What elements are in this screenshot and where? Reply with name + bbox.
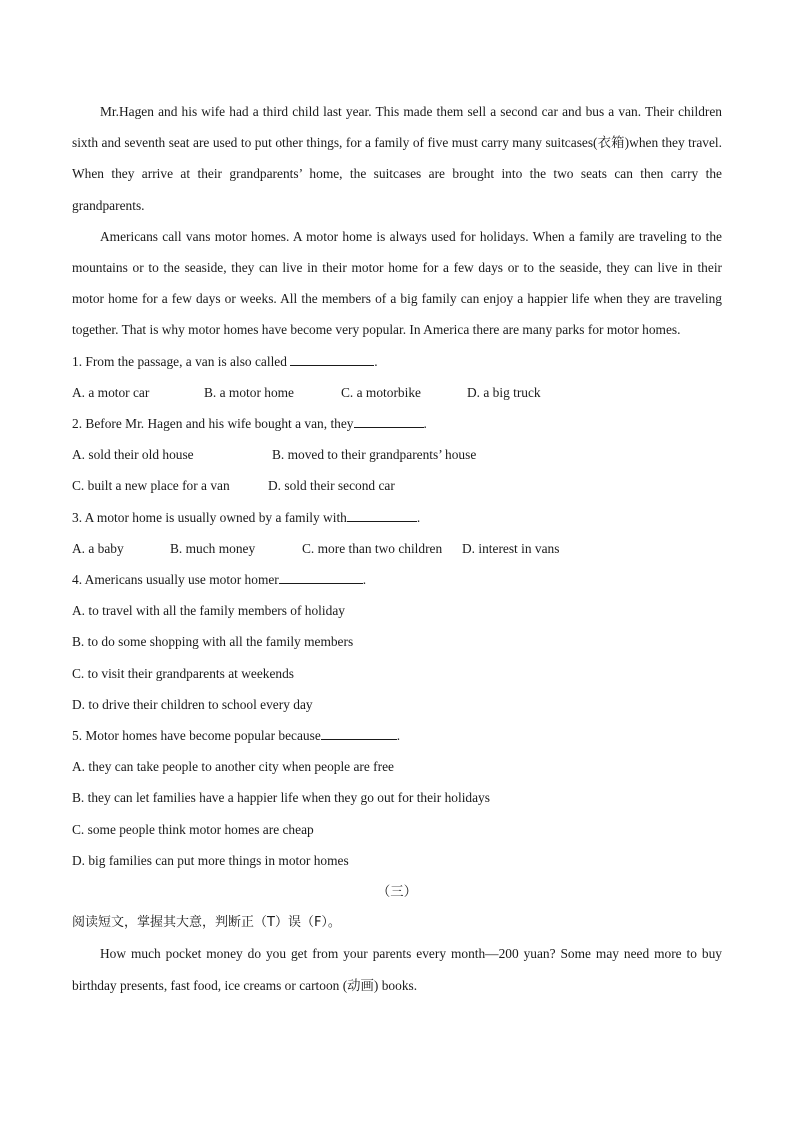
option-a: A. a motor car: [72, 384, 150, 400]
option-a: A. sold their old house: [72, 447, 194, 463]
option-a: A. a baby: [72, 540, 124, 556]
option-a: A. to travel with all the family members of holiday: [72, 603, 345, 619]
question-2: 2. Before Mr. Hagen and his wife bought a van, they .: [72, 416, 427, 432]
question-3-stem: 3. A motor home is usually owned by a family with: [72, 509, 347, 525]
question-5-stem: 5. Motor homes have become popular because: [72, 728, 321, 744]
answer-blank: [290, 353, 374, 366]
option-d: D. sold their second car: [268, 478, 395, 494]
question-1: 1. From the passage, a van is also called .: [72, 353, 378, 369]
answer-blank: [279, 571, 363, 584]
question-2-options-row-2: [72, 470, 722, 501]
answer-blank: [347, 509, 417, 522]
question-3-options: [72, 533, 722, 564]
question-2-stem: 2. Before Mr. Hagen and his wife bought a van, they: [72, 416, 354, 432]
option-d: D. interest in vans: [462, 540, 560, 556]
question-1-options: [72, 377, 722, 408]
option-d: D. a big truck: [467, 384, 541, 400]
answer-blank: [321, 727, 397, 740]
option-c: C. to visit their grandparents at weekends: [72, 665, 295, 681]
section-instruction: 阅读短文，掌握其大意，判断正（T）误（F）。: [72, 915, 341, 931]
question-4-stem: 4. Americans usually use motor homer: [72, 572, 279, 588]
passage-paragraph-1: Mr.Hagen and his wife had a third child last year. This made them sell a second car and bus a van. Their children sixth and seventh seat are used to put other things, for a family of five must carry many suitcases(衣箱)when they travel. When they arrive at their grandparents’ home, the suitcases are brought into the two seats can then carry the grandparents.: [72, 104, 722, 213]
question-1-stem: 1. From the passage, a van is also called: [72, 353, 291, 369]
option-b: B. a motor home: [204, 384, 295, 400]
option-b: B. much money: [170, 540, 256, 556]
option-c: C. more than two children: [302, 540, 443, 556]
option-b: B. to do some shopping with all the family members: [72, 634, 354, 650]
option-d: D. big families can put more things in motor homes: [72, 852, 349, 868]
option-c: C. a motorbike: [341, 384, 421, 400]
document-page: [72, 96, 722, 1001]
option-a: A. they can take people to another city when people are free: [72, 759, 394, 775]
option-c: C. some people think motor homes are cheap: [72, 821, 314, 837]
section-title: （三）: [376, 884, 418, 900]
option-b: B. moved to their grandparents’ house: [272, 447, 477, 463]
option-c: C. built a new place for a van: [72, 478, 230, 494]
section-3-paragraph: How much pocket money do you get from your parents every month—200 yuan? Some may need more to buy birthday presents, fast food, ice creams or cartoon (动画) books.: [72, 946, 722, 993]
question-4: 4. Americans usually use motor homer .: [72, 572, 367, 588]
question-2-options-row-1: [72, 439, 722, 470]
option-b: B. they can let families have a happier life when they go out for their holidays: [72, 790, 490, 806]
question-3: 3. A motor home is usually owned by a family with .: [72, 509, 421, 525]
passage-paragraph-2: Americans call vans motor homes. A motor home is always used for holidays. When a family are traveling to the mountains or to the seaside, they can live in their motor home for a few days or to the seaside, they can live in their motor home for a few days or weeks. All the members of a big family can enjoy a happier life when they are traveling together. That is why motor homes have become very popular. In America there are many parks for motor homes.: [72, 228, 722, 338]
question-5: 5. Motor homes have become popular because .: [72, 728, 401, 744]
option-d: D. to drive their children to school every day: [72, 696, 313, 712]
answer-blank: [354, 415, 424, 428]
